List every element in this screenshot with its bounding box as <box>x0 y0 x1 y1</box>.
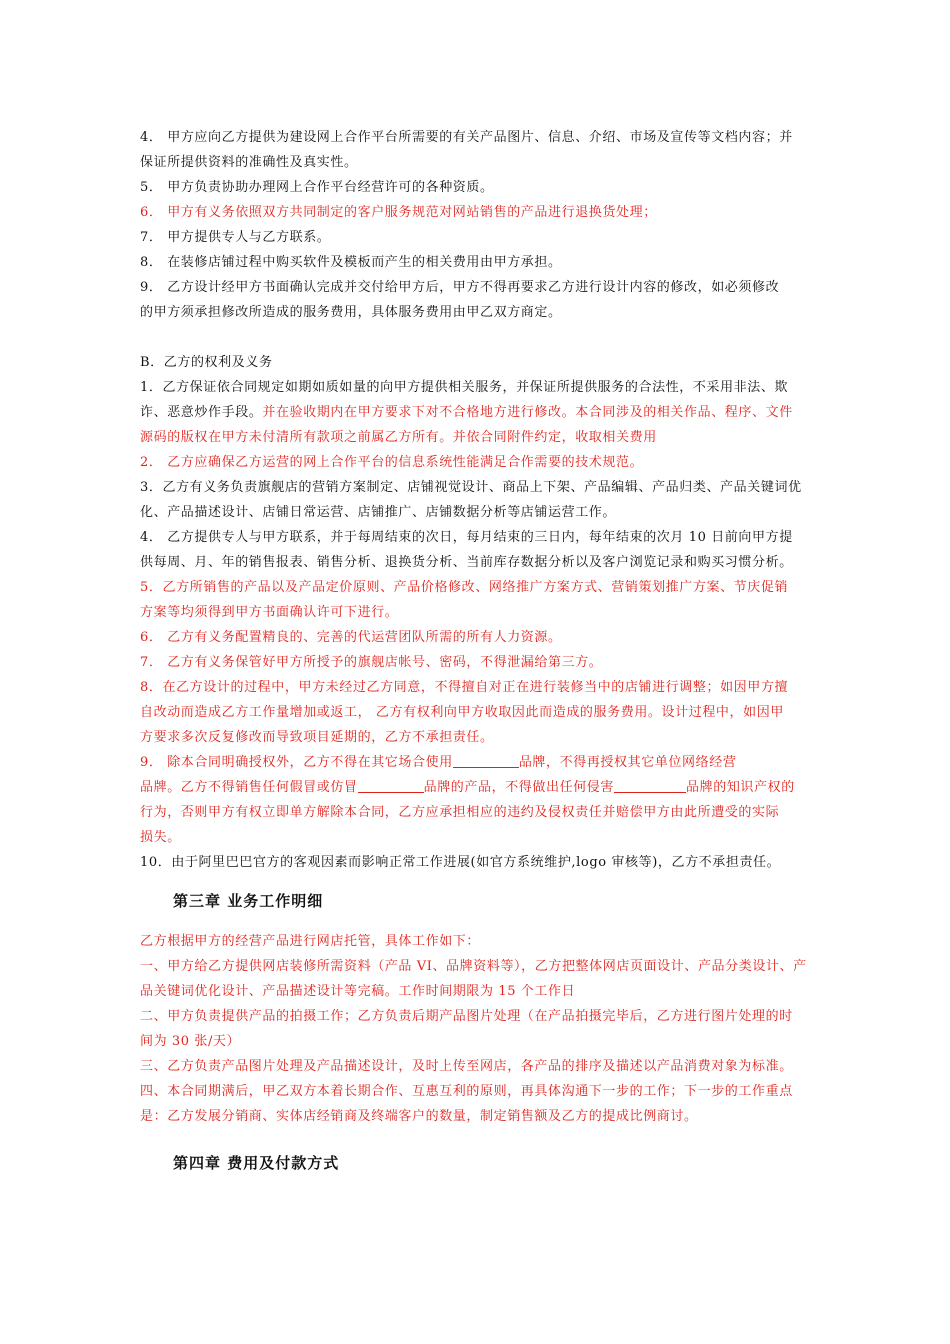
party-b-title: B．乙方的权利及义务 <box>140 355 273 370</box>
chapter-3-p4-line-1: 四、本合同期满后，甲乙双方本着长期合作、互惠互利的原则，再具体沟通下一步的工作；下一步的工作重点 <box>140 1084 793 1099</box>
item-9-text-a1: 9． 除本合同明确授权外，乙方不得在其它场合使用 <box>140 755 453 770</box>
party-a-item-6: 6． 甲方有义务依照双方共同制定的客户服务规范对网站销售的产品进行退换货处理； <box>140 205 657 220</box>
item-9-text-b1: 品牌。乙方不得销售任何假冒或仿冒 <box>140 780 358 795</box>
party-b-item-9-line-4: 损失。 <box>140 830 181 845</box>
party-b-item-8-line-2: 自改动而造成乙方工作量增加或返工， 乙方有权利向甲方收取因此而造成的服务费用。设计过程中，如因甲 <box>140 705 784 720</box>
party-a-item-4-line-1: 4． 甲方应向乙方提供为建设网上合作平台所需要的有关产品图片、信息、介绍、市场及宣传等文档内容；并 <box>140 130 793 145</box>
party-b-item-8-line-1: 8．在乙方设计的过程中，甲方未经过乙方同意，不得擅自对正在进行装修当中的店铺进行调整；如因甲方擅 <box>140 680 789 695</box>
item-9-text-b3: 品牌的知识产权的 <box>686 780 795 795</box>
brand-blank-2 <box>358 778 424 793</box>
party-a-item-8: 8． 在装修店铺过程中购买软件及模板而产生的相关费用由甲方承担。 <box>140 255 562 270</box>
chapter-4-title: 第四章 费用及付款方式 <box>173 1154 340 1172</box>
party-b-item-4-line-1: 4． 乙方提供专人与甲方联系，并于每周结束的次日，每月结束的三日内，每年结束的次月 10 日前向甲方提 <box>140 530 793 545</box>
chapter-3-p1-line-1: 一、甲方给乙方提供网店装修所需资料（产品 VI、品牌资料等），乙方把整体网店页面设计、产品分类设计、产 <box>140 959 807 974</box>
party-b-item-4-line-2: 供每周、月、年的销售报表、销售分析、退换货分析、当前库存数据分析以及客户浏览记录和购买习惯分析。 <box>140 555 793 570</box>
party-b-item-1-red-text: 并在验收期内在甲方要求下对不合格地方进行修改。本合同涉及的相关作品、程序、文件 <box>262 405 793 420</box>
party-a-item-9-line-1: 9． 乙方设计经甲方书面确认完成并交付给甲方后，甲方不得再要求乙方进行设计内容的修改，如必须修改 <box>140 280 780 295</box>
party-b-item-3-line-1: 3．乙方有义务负责旗舰店的营销方案制定、店铺视觉设计、商品上下架、产品编辑、产品归类、产品关键词优 <box>140 480 802 495</box>
party-a-item-9-line-2: 的甲方须承担修改所造成的服务费用，具体服务费用由甲乙双方商定。 <box>140 305 562 320</box>
party-b-item-9-line-2 <box>140 775 812 800</box>
party-b-item-3-line-2: 化、产品描述设计、店铺日常运营、店铺推广、店铺数据分析等店铺运营工作。 <box>140 505 617 520</box>
party-b-item-5-line-2: 方案等均须得到甲方书面确认许可下进行。 <box>140 605 399 620</box>
item-9-text-b2: 品牌的产品，不得做出任何侵害 <box>423 780 615 795</box>
spacer <box>140 1129 812 1149</box>
document-page <box>140 125 812 1177</box>
party-b-item-1-line-2 <box>140 400 812 425</box>
chapter-3-p3: 三、乙方负责产品图片处理及产品描述设计，及时上传至网店，各产品的排序及描述以产品消费对象为标准。 <box>140 1059 793 1074</box>
party-a-item-5: 5． 甲方负责协助办理网上合作平台经营许可的各种资质。 <box>140 180 494 195</box>
party-b-item-7: 7． 乙方有义务保管好甲方所授予的旗舰店帐号、密码，不得泄漏给第三方。 <box>140 655 603 670</box>
party-b-item-8-line-3: 方要求多次反复修改而导致项目延期的，乙方不承担责任。 <box>140 730 494 745</box>
chapter-3-p2-line-2: 间为 30 张/天） <box>140 1034 241 1049</box>
chapter-3-title: 第三章 业务工作明细 <box>173 892 324 910</box>
party-a-item-4-line-2: 保证所提供资料的准确性及真实性。 <box>140 155 358 170</box>
party-b-item-1-line-1: 1．乙方保证依合同规定如期如质如量的向甲方提供相关服务，并保证所提供服务的合法性，不采用非法、欺 <box>140 380 789 395</box>
brand-blank-3 <box>614 778 686 793</box>
brand-blank-1 <box>453 753 519 768</box>
chapter-3-p4-line-2: 是：乙方发展分销商、实体店经销商及终端客户的数量，制定销售额及乙方的提成比例商讨。 <box>140 1109 698 1124</box>
party-b-item-9-line-1 <box>140 750 812 775</box>
party-b-item-10: 10．由于阿里巴巴官方的客观因素而影响正常工作进展(如官方系统维护,logo 审核等)，乙方不承担责任。 <box>140 855 781 870</box>
spacer <box>140 915 812 929</box>
party-b-item-9-line-3: 行为，否则甲方有权立即单方解除本合同，乙方应承担相应的违约及侵权责任并赔偿甲方由此所遭受的实际 <box>140 805 780 820</box>
spacer <box>140 875 812 887</box>
chapter-3-p1-line-2: 品关键词优化设计、产品描述设计等完稿。工作时间期限为 15 个工作日 <box>140 984 576 999</box>
chapter-3-intro: 乙方根据甲方的经营产品进行网店托管，具体工作如下： <box>140 934 481 949</box>
party-a-item-7: 7． 甲方提供专人与乙方联系。 <box>140 230 331 245</box>
party-b-item-1-black-text: 诈、恶意炒作手段。 <box>140 405 263 420</box>
item-9-text-a2: 品牌，不得再授权其它单位网络经营 <box>518 755 737 770</box>
spacer <box>140 325 812 350</box>
party-b-item-1-line-3: 源码的版权在甲方未付清所有款项之前属乙方所有。并依合同附件约定，收取相关费用 <box>140 430 657 445</box>
party-b-item-6: 6． 乙方有义务配置精良的、完善的代运营团队所需的所有人力资源。 <box>140 630 562 645</box>
party-b-item-2: 2． 乙方应确保乙方运营的网上合作平台的信息系统性能满足合作需要的技术规范。 <box>140 455 644 470</box>
chapter-3-p2-line-1: 二、甲方负责提供产品的拍摄工作；乙方负责后期产品图片处理（在产品拍摄完毕后，乙方进行图片处理的时 <box>140 1009 793 1024</box>
party-b-item-5-line-1: 5．乙方所销售的产品以及产品定价原则、产品价格修改、网络推广方案方式、营销策划推广方案、节庆促销 <box>140 580 789 595</box>
